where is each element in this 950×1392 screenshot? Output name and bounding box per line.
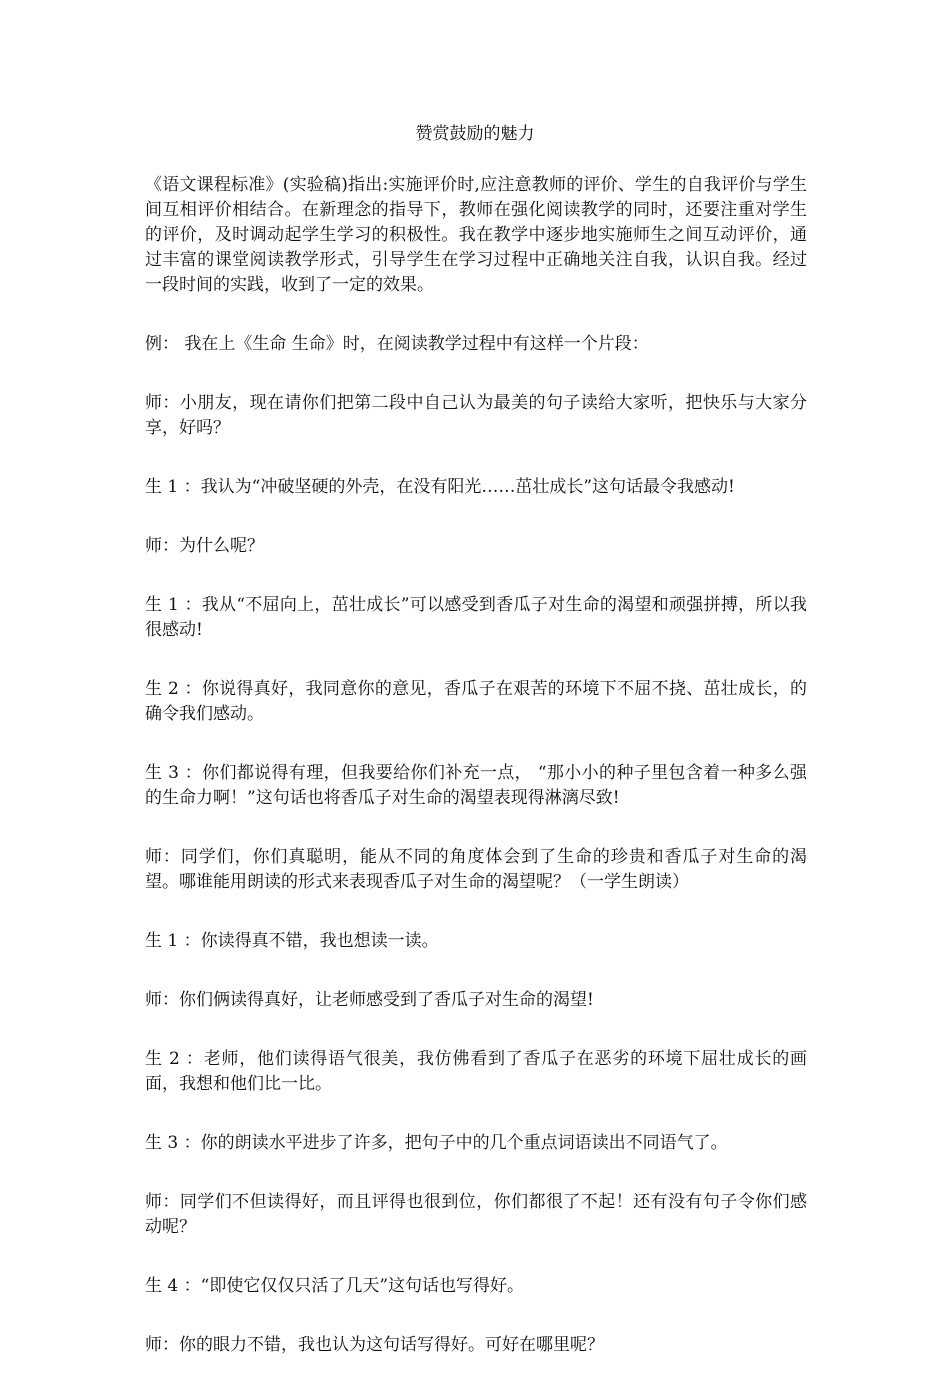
dialogue-line: 师：你的眼力不错，我也认为这句话写得好。可好在哪里呢？ [145, 1335, 604, 1355]
dialogue-line: 生 3 ：你的朗读水平进步了许多，把句子中的几个重点词语读出不同语气了。 [145, 1133, 728, 1153]
dialogue-line: 生 4 ：“即使它仅仅只活了几天”这句话也写得好。 [145, 1276, 525, 1296]
dialogue-line: 生 3 ：你们都说得有理，但我要给你们补充一点， “那小小的种子里包含着一种多么强的生命力啊！”这句话也将香瓜子对生命的渴望表现得淋漓尽致! [145, 763, 807, 808]
dialogue-line: 师：小朋友，现在请你们把第二段中自己认为最美的句子读给大家听，把快乐与大家分享，好吗？ [145, 393, 807, 438]
paragraph-intro: 《语文课程标准》(实验稿)指出:实施评价时,应注意教师的评价、学生的自我评价与学生间互相评价相结合。在新理念的指导下，教师在强化阅读教学的同时，还要注重对学生的评价，及时调动起学生学习的积极性。我在教学中逐步地实施师生之间互动评价，通过丰富的课堂阅读教学形式，引导学生在学习过程中正确地关注自我，认识自我。经过一段时间的实践，收到了一定的效果。 [145, 175, 807, 295]
dialogue-line: 师：为什么呢？ [145, 536, 264, 556]
dialogue-line: 生 1 ：你读得真不错，我也想读一读。 [145, 931, 439, 951]
document-title: 赞赏鼓励的魅力 [415, 124, 535, 144]
dialogue-line: 师：你们俩读得真好，让老师感受到了香瓜子对生命的渴望! [145, 990, 594, 1010]
document-body [145, 173, 807, 1392]
dialogue-line: 师：同学们，你们真聪明，能从不同的角度体会到了生命的珍贵和香瓜子对生命的渴望。哪谁能用朗读的形式来表现香瓜子对生命的渴望呢？（一学生朗读） [145, 847, 807, 892]
dialogue-line: 生 1 ：我认为“冲破坚硬的外壳，在没有阳光……茁壮成长”这句话最令我感动! [145, 477, 735, 497]
dialogue-line: 生 1 ：我从“不屈向上，茁壮成长”可以感受到香瓜子对生命的渴望和顽强拼搏，所以我很感动! [145, 595, 807, 640]
dialogue-line: 生 2 ：老师，他们读得语气很美，我仿佛看到了香瓜子在恶劣的环境下屈壮成长的画面，我想和他们比一比。 [145, 1049, 807, 1094]
dialogue-line: 师：同学们不但读得好，而且评得也很到位，你们都很了不起！还有没有句子令你们感动呢？ [145, 1192, 807, 1237]
dialogue-line: 生 2 ：你说得真好，我同意你的意见，香瓜子在艰苦的环境下不屈不挠、茁壮成长，的确令我们感动。 [145, 679, 807, 724]
paragraph-example: 例： 我在上《生命 生命》时，在阅读教学过程中有这样一个片段： [145, 334, 649, 354]
